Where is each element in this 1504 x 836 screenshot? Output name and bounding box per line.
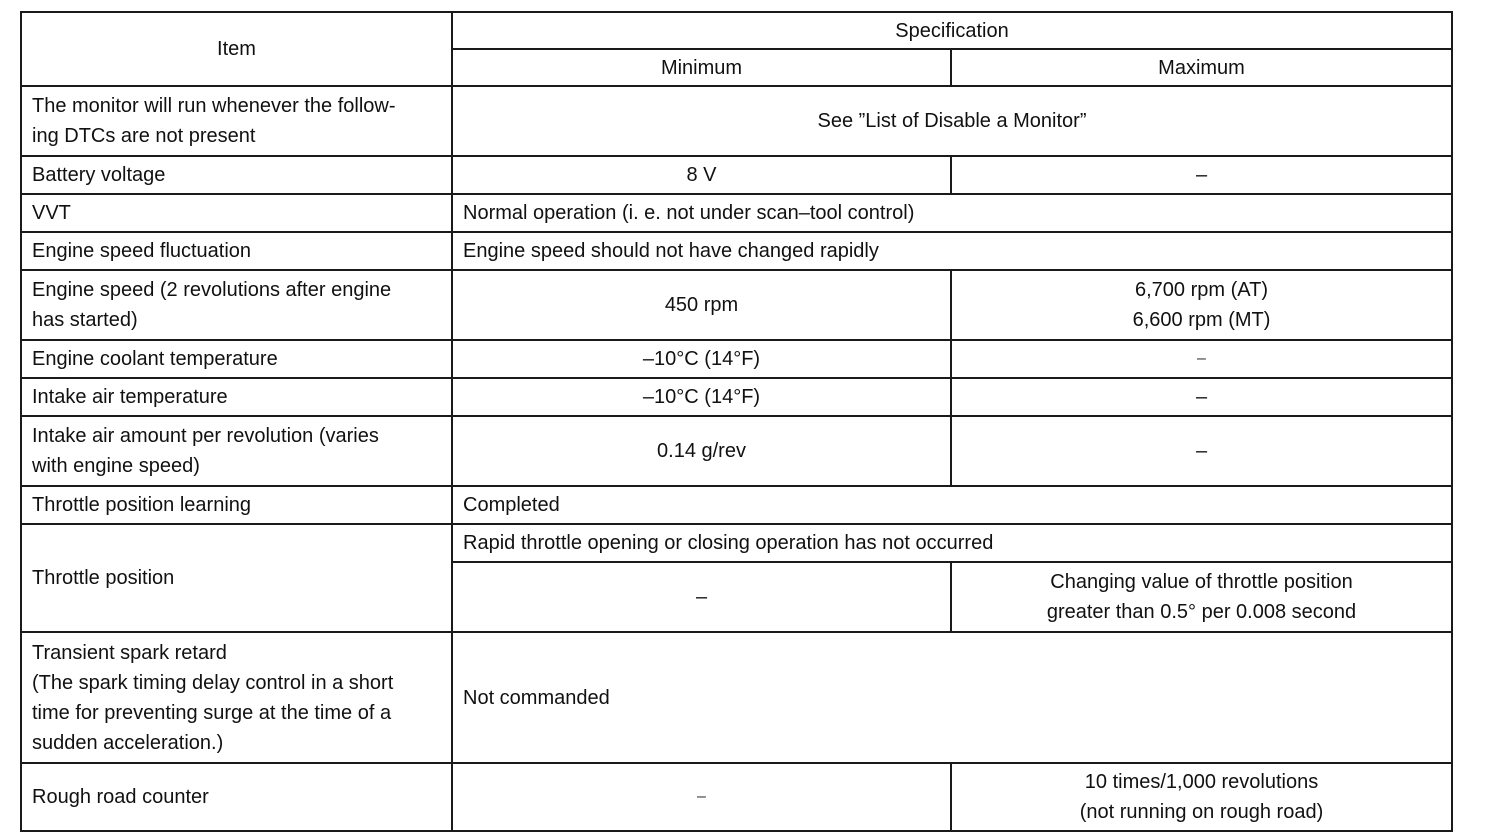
header-minimum: Minimum: [452, 49, 951, 86]
min-cell: –10°C (14°F): [452, 378, 951, 416]
min-cell: 0.14 g/rev: [452, 416, 951, 486]
item-cell: VVT: [21, 194, 452, 232]
table-row: [21, 232, 1452, 270]
header-specification: Specification: [452, 12, 1452, 49]
table-row: [21, 270, 1452, 340]
min-cell: 8 V: [452, 156, 951, 194]
header-row-1: [21, 12, 1452, 49]
spec-span-cell: Normal operation (i. e. not under scan–tool control): [452, 194, 1452, 232]
spec-span-cell: Completed: [452, 486, 1452, 524]
item-cell: Throttle position: [21, 524, 452, 632]
item-cell: Intake air amount per revolution (varies with engine speed): [21, 416, 452, 486]
header-item: Item: [21, 12, 452, 86]
min-cell: –: [452, 562, 951, 632]
table-row: [21, 632, 1452, 763]
max-cell: –: [951, 416, 1452, 486]
item-cell: Throttle position learning: [21, 486, 452, 524]
table-row: [21, 378, 1452, 416]
max-cell: 10 times/1,000 revolutions (not running on rough road): [951, 763, 1452, 831]
spec-span-cell: Not commanded: [452, 632, 1452, 763]
table-row: [21, 486, 1452, 524]
min-cell: 450 rpm: [452, 270, 951, 340]
spec-span-cell: Rapid throttle opening or closing operation has not occurred: [452, 524, 1452, 562]
item-cell: The monitor will run whenever the follow- ing DTCs are not present: [21, 86, 452, 156]
min-cell: –10°C (14°F): [452, 340, 951, 378]
item-cell: Rough road counter: [21, 763, 452, 831]
item-cell: Engine speed fluctuation: [21, 232, 452, 270]
max-cell: –: [951, 378, 1452, 416]
item-cell: Engine coolant temperature: [21, 340, 452, 378]
item-cell: Transient spark retard (The spark timing delay control in a short time for preventing surge at the time of a sudden acceleration.): [21, 632, 452, 763]
max-cell: 6,700 rpm (AT) 6,600 rpm (MT): [951, 270, 1452, 340]
item-cell: Intake air temperature: [21, 378, 452, 416]
header-maximum: Maximum: [951, 49, 1452, 86]
max-cell: Changing value of throttle position greater than 0.5° per 0.008 second: [951, 562, 1452, 632]
table-row: [21, 340, 1452, 378]
min-cell: –: [452, 763, 951, 831]
item-cell: Engine speed (2 revolutions after engine has started): [21, 270, 452, 340]
table-row: [21, 763, 1452, 831]
table-row: [21, 86, 1452, 156]
specification-table: [20, 11, 1453, 832]
table-row: [21, 416, 1452, 486]
spec-span-cell: See ”List of Disable a Monitor”: [452, 86, 1452, 156]
max-cell: –: [951, 340, 1452, 378]
spec-span-cell: Engine speed should not have changed rapidly: [452, 232, 1452, 270]
item-cell: Battery voltage: [21, 156, 452, 194]
max-cell: –: [951, 156, 1452, 194]
table-row: [21, 194, 1452, 232]
table-row: [21, 156, 1452, 194]
table-row: [21, 524, 1452, 562]
